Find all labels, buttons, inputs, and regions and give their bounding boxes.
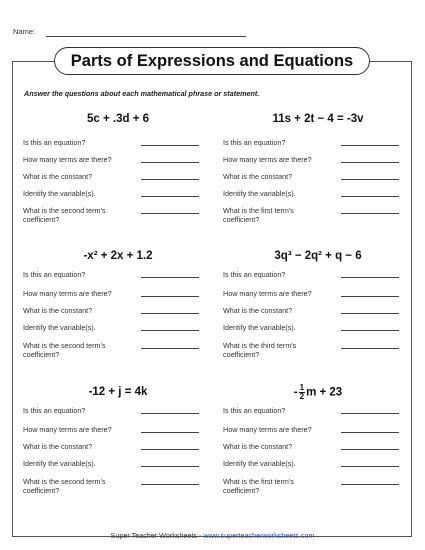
answer-line[interactable]: [141, 162, 199, 163]
answer-line[interactable]: [141, 213, 199, 214]
fraction: [299, 384, 305, 401]
answer-line[interactable]: [341, 313, 399, 314]
footer: [0, 531, 425, 540]
question: How many terms are there?: [23, 425, 112, 434]
problem-4: [223, 248, 413, 368]
question: Is this an equation?: [23, 138, 86, 147]
answer-line[interactable]: [341, 413, 399, 414]
answer-line[interactable]: [341, 432, 399, 433]
question: Identify the variable(s).: [223, 189, 296, 198]
problem-1: [23, 111, 213, 231]
answer-line[interactable]: [141, 449, 199, 450]
problem-5: [23, 384, 213, 504]
expression: 11s + 2t − 4 = -3v: [272, 113, 364, 125]
answer-line[interactable]: [141, 196, 199, 197]
expression: [223, 384, 413, 400]
question: How many terms are there?: [23, 289, 112, 298]
question: What is the second term's coefficient?: [23, 206, 106, 224]
answer-line[interactable]: [341, 484, 399, 485]
answer-line[interactable]: [341, 449, 399, 450]
question: Is this an equation?: [23, 270, 86, 279]
question: What is the constant?: [23, 172, 93, 181]
question: What is the second term's coefficient?: [23, 341, 106, 359]
question: Identify the variable(s).: [23, 323, 96, 332]
question: How many terms are there?: [223, 289, 312, 298]
question: What is the third term's coefficient?: [223, 341, 297, 359]
question: What is the constant?: [23, 306, 93, 315]
answer-line[interactable]: [341, 348, 399, 349]
answer-line[interactable]: [141, 179, 199, 180]
expression: 5c + .3d + 6: [86, 113, 149, 125]
name-label: Name:: [13, 27, 36, 36]
answer-line[interactable]: [141, 466, 199, 467]
answer-line[interactable]: [341, 145, 399, 146]
question: What is the first term's coefficient?: [223, 477, 294, 495]
answer-line[interactable]: [141, 348, 199, 349]
question: What is the constant?: [223, 442, 293, 451]
question: Is this an equation?: [223, 270, 286, 279]
question: Is this an equation?: [223, 406, 286, 415]
fraction-denominator: 2: [299, 392, 305, 401]
instructions: Answer the questions about each mathematical phrase or statement.: [24, 89, 260, 98]
answer-line[interactable]: [141, 330, 199, 331]
question: What is the first term's coefficient?: [223, 206, 294, 224]
question: Is this an equation?: [223, 138, 286, 147]
question: What is the second term's coefficient?: [23, 477, 106, 495]
problem-6: [223, 384, 413, 504]
answer-line[interactable]: [341, 277, 399, 278]
expression-prefix: -: [293, 386, 298, 399]
answer-line[interactable]: [141, 313, 199, 314]
question: What is the constant?: [223, 172, 293, 181]
question: Identify the variable(s).: [23, 189, 96, 198]
problem-2: [223, 111, 413, 231]
answer-line[interactable]: [141, 413, 199, 414]
answer-line[interactable]: [141, 277, 199, 278]
question: Identify the variable(s).: [223, 459, 296, 468]
question: What is the constant?: [223, 306, 293, 315]
footer-text: Super Teacher Worksheets -: [110, 531, 204, 540]
question: How many terms are there?: [223, 155, 312, 164]
question: How many terms are there?: [223, 425, 312, 434]
name-answer-line[interactable]: [46, 36, 246, 37]
answer-line[interactable]: [341, 179, 399, 180]
fraction-numerator: 1: [299, 383, 305, 392]
question: What is the constant?: [23, 442, 93, 451]
answer-line[interactable]: [141, 296, 199, 297]
expression: -x² + 2x + 1.2: [83, 250, 153, 262]
problem-3: [23, 248, 213, 368]
question: How many terms are there?: [23, 155, 112, 164]
question: Identify the variable(s).: [23, 459, 96, 468]
answer-line[interactable]: [341, 466, 399, 467]
answer-line[interactable]: [141, 145, 199, 146]
answer-line[interactable]: [341, 162, 399, 163]
expression: -12 + j = 4k: [88, 386, 148, 398]
answer-line[interactable]: [341, 213, 399, 214]
footer-url-link[interactable]: www.superteacherworksheets.com: [203, 531, 315, 540]
question: Identify the variable(s).: [223, 323, 296, 332]
answer-line[interactable]: [141, 432, 199, 433]
answer-line[interactable]: [141, 484, 199, 485]
answer-line[interactable]: [341, 296, 399, 297]
question: Is this an equation?: [23, 406, 86, 415]
expression: 3q³ − 2q² + q − 6: [274, 250, 362, 262]
expression-suffix: m + 23: [306, 386, 343, 399]
answer-line[interactable]: [341, 330, 399, 331]
worksheet-title: Parts of Expressions and Equations: [54, 47, 370, 75]
answer-line[interactable]: [341, 196, 399, 197]
